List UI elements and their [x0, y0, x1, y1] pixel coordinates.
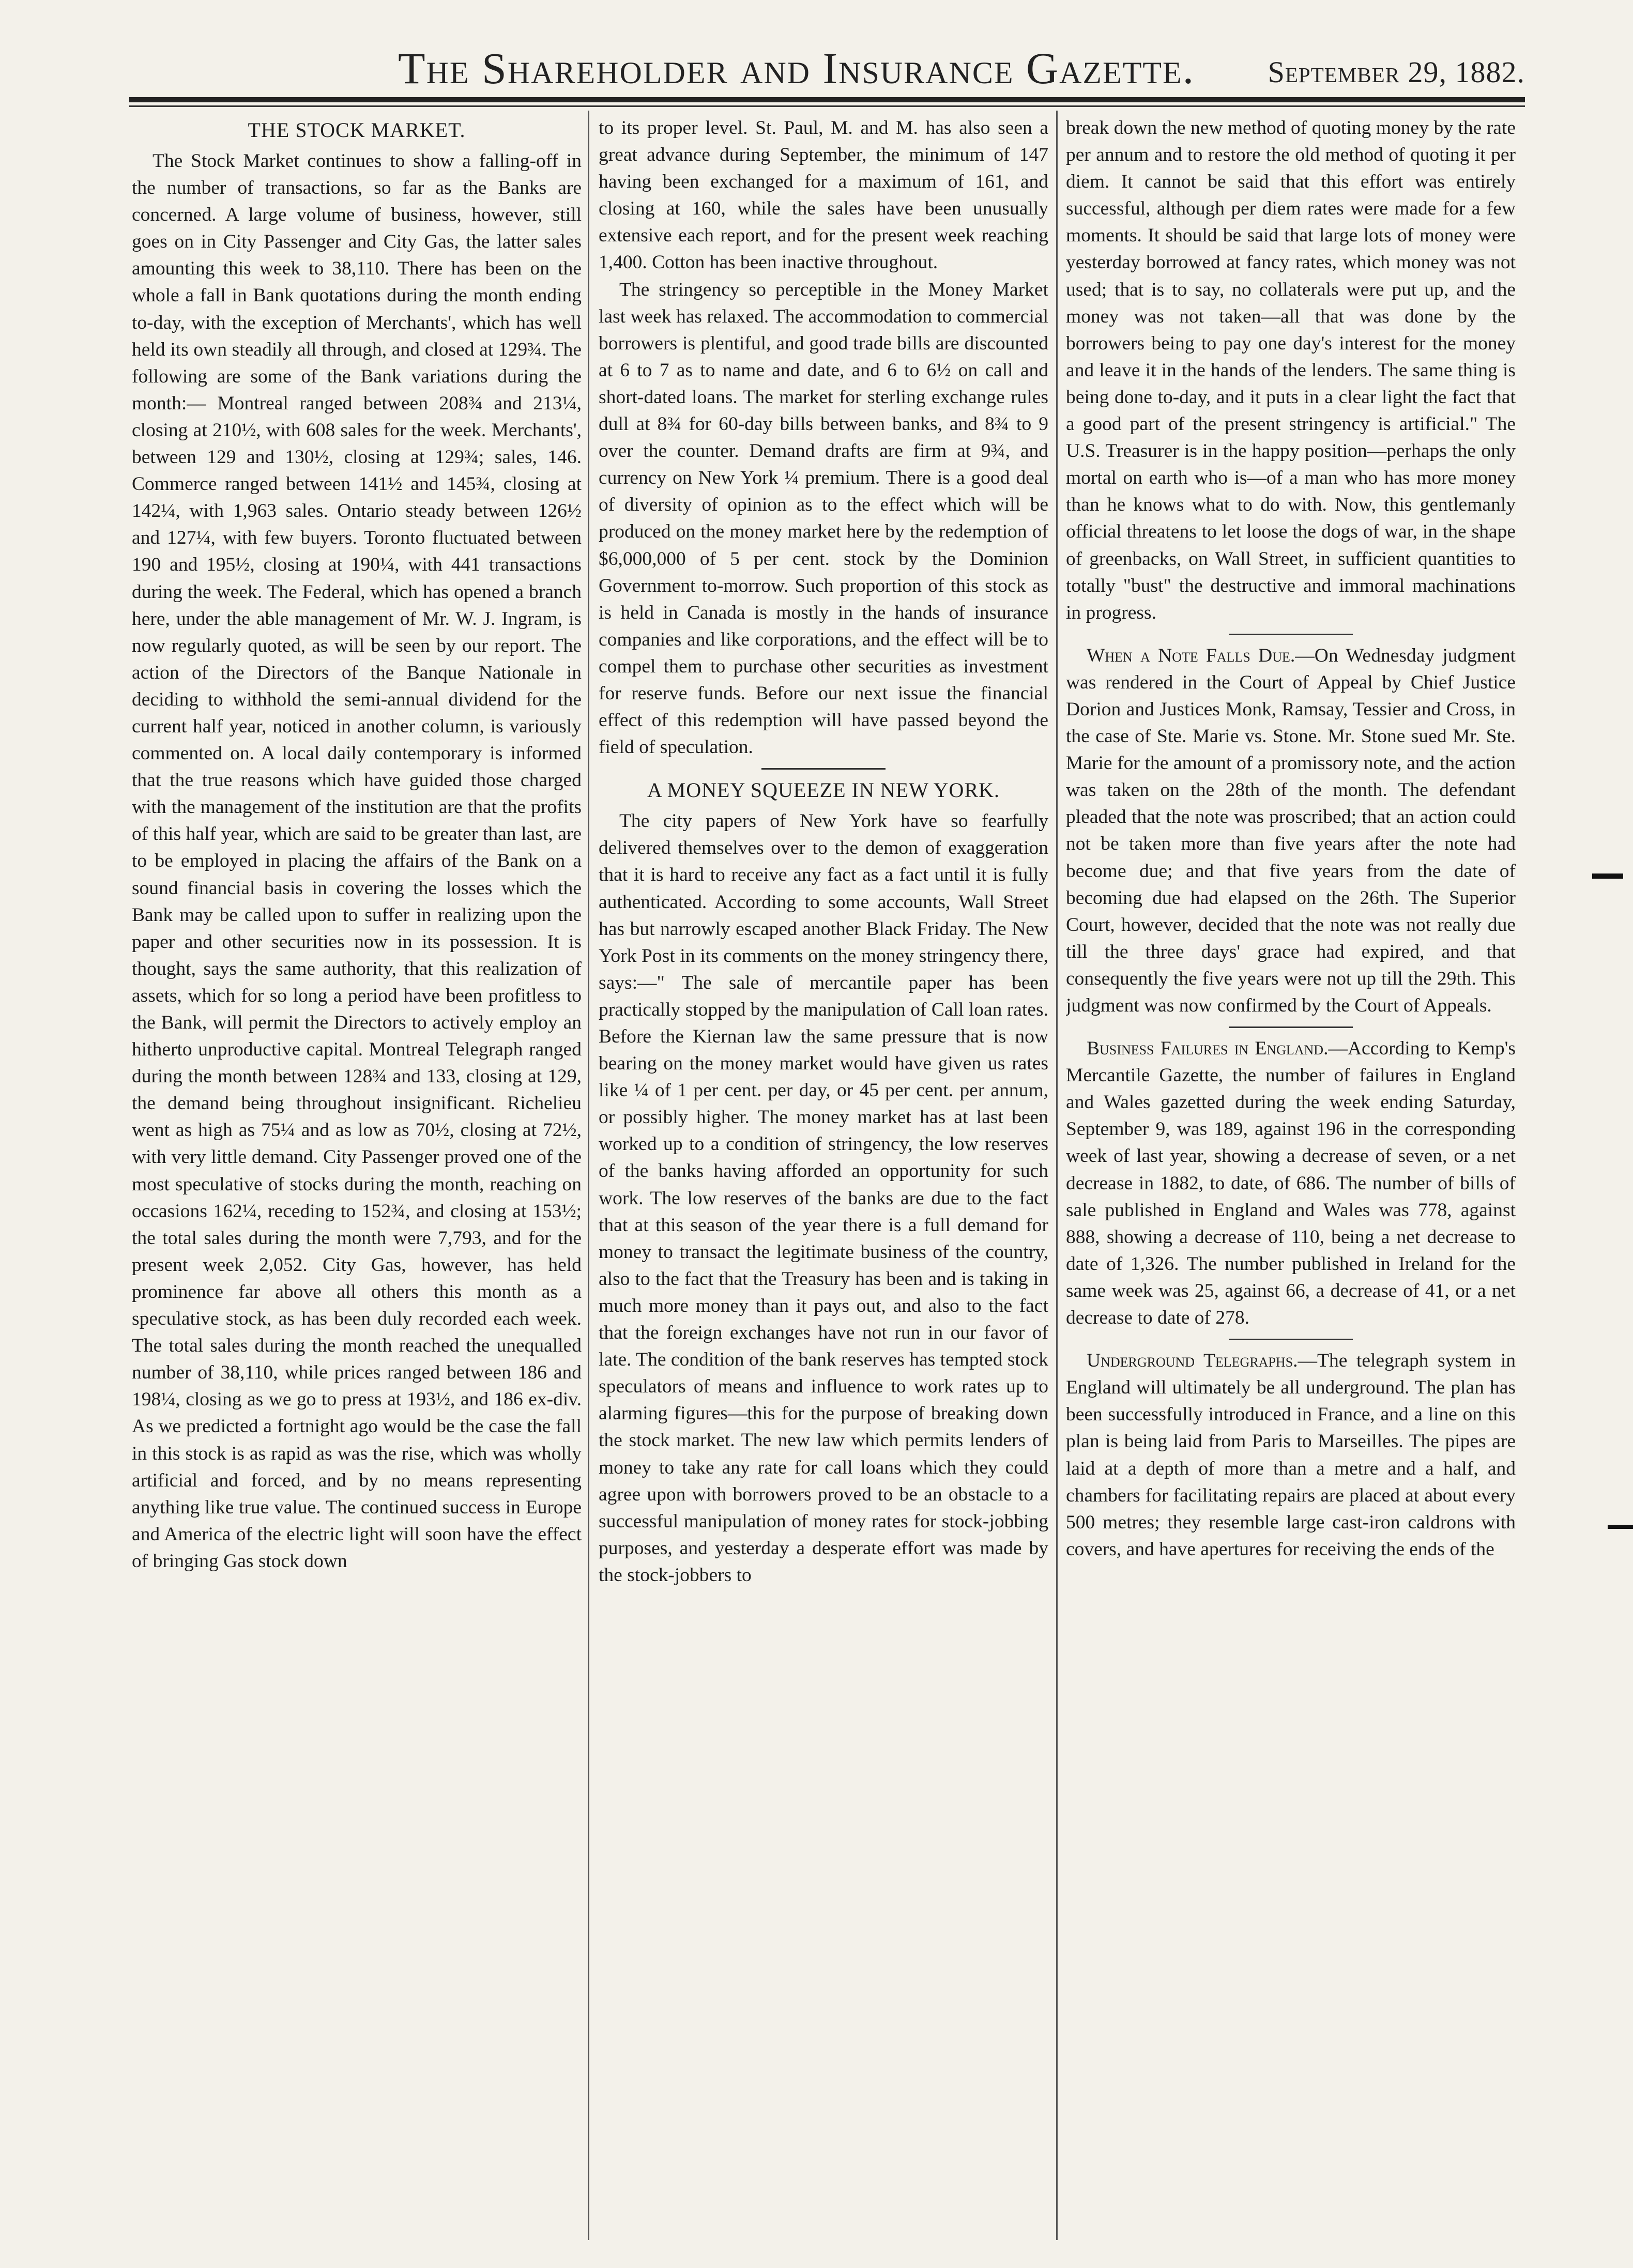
money-market-text: The stringency so perceptible in the Money Market last week has relaxed. The accommodation to commercial borrowers is plentiful, and good trade bills are discounted at 6 to 7 as to name and date, and 6 to 6½ on call and short-dated loans. The market for sterling exchange rules dull at 8¾ for 60-day bills between banks, and 8¾ to 9 over the counter. Demand drafts are firm at 9¾, and currency on New York ¼ premium. There is a good deal of diversity of opinion as to the effect which will be produced on the money market here by the redemption of $6,000,000 of 5 per cent. stock by the Dominion Government to-morrow. Such proportion of this stock as is held in Canada is mostly in the hands of insurance companies and like corporations, and the effect will be to compel them to purchase other securities as investment for reserve funds. Before our next issue the financial effect of this redemption will have passed beyond the field of speculation. [599, 279, 1048, 758]
note-falls-due-item [1066, 642, 1516, 1019]
note-falls-due-text: —On Wednesday judgment was rendered in the Court of Appeal by Chief Justice Dorion and Justices Monk, Ramsay, Tessier and Cross, in the case of Ste. Marie vs. Stone. Mr. Stone sued Mr. Ste. Marie for the amount of a promissory note, and the action was taken on the 28th of the month. The defendant pleaded that the note was proscribed; that an action could not be taken more than five years after the note had become due; and that five years from the date of becoming due had elapsed on the 26th. The Superior Court, however, decided that the note was not really due till the three days' grace had expired, and that consequently the five years were not up till the 29th. This judgment was now confirmed by the Court of Appeals. [1066, 645, 1516, 1016]
scan-mark [1592, 874, 1623, 879]
money-squeeze-heading: A MONEY SQUEEZE IN NEW YORK. [647, 778, 1000, 802]
note-falls-due-lead: When a Note Falls Due. [1087, 645, 1295, 666]
money-squeeze-continued-text: break down the new method of quoting money by the rate per annum and to restore the old method of quoting it per diem. It cannot be said that this effort was entirely successful, although per diem rates were made for a few moments. It should be said that large lots of money were yesterday borrowed at fancy rates, which money was not used; that is to say, no collaterals were put up, and the money was not taken—all that was done by the borrowers being to pay one day's interest for the money and leave it in the hands of the lenders. The same thing is being done to-day, and it puts in a clear light the fact that a good part of the present stringency is artificial." The U.S. Treasurer is in the happy position—perhaps the only mortal on earth who is—of a man who has more money than he knows what to do with. Now, this gentlemanly official threatens to let loose the dogs of war, in the shape of greenbacks, on Wall Street, in sufficient quantities to totally "bust" the destructive and immoral machinations in progress. [1066, 117, 1516, 623]
stock-market-text: The Stock Market continues to show a falling-off in the number of transactions, so far as the Banks are concerned. A large volume of business, however, still goes on in City Passenger and City Gas, the latter sales amounting this week to 38,110. There has been on the whole a fall in Bank quotations during the month ending to-day, with the exception of Merchants', which has well held its own steadily all through, and closed at 129¾. The following are some of the Bank variations during the month:— Montreal ranged between 208¾ and 213¼, closing at 210½, with 608 sales for the week. Merchants', between 129 and 130½, closing at 129¾; sales, 146. Commerce ranged between 141½ and 145¾, closing at 142¼, with 1,963 sales. Ontario steady between 126½ and 127¼, with few buyers. Toronto fluctuated between 190 and 195½, closing at 190¼, with 441 transactions during the week. The Federal, which has opened a branch here, under the able management of Mr. W. J. Ingram, is now regularly quoted, as will be seen by our report. The action of the Directors of the Banque Nationale in deciding to withhold the semi-annual dividend for the current half year, noticed in another column, is variously commented on. A local daily contemporary is informed that the true reasons which have guided those charged with the management of the institution are that the profits of this half year, which are said to be greater than last, are to be employed in placing the affairs of the Bank on a sound financial basis in covering the losses which the Bank may be called upon to suffer in realizing upon the paper and other securities now in its possession. It is thought, says the same authority, that this realization of assets, which for so long a period have been profitless to the Bank, will permit the Directors to actively employ an hitherto unproductive capital. Montreal Telegraph ranged during the month between 128¾ and 133, closing at 129, the demand being throughout insignificant. Richelieu went as high as 75¼ and as low as 70½, closing at 72½, with very little demand. City Passenger proved one of the most speculative of stocks during the month, reaching on occasions 162¼, receding to 152¾, and closing at 153½; the total sales during the month were 7,793, and for the present week 2,052. City Gas, however, has held prominence far above all others this month as a speculative stock, as has been duly recorded each week. The total sales during the month reached the unequalled number of 38,110, while prices ranged between 186 and 198¼, closing as we go to press at 193½, and 186 ex-div. As we predicted a fortnight ago would be the case the fall in this stock is as rapid as was the rise, which was wholly artificial and forced, and by no means representing anything like true value. The continued success in Europe and America of the electric light will soon have the effect of bringing Gas stock down [132, 150, 582, 1572]
issue-date: September 29, 1882. [1268, 55, 1525, 89]
stock-market-continued-text: to its proper level. St. Paul, M. and M. has also seen a great advance during September, the minimum of 147 having been exchanged for a maximum of 161, and closing at 160, while the sales have been unusually extensive each report, and for the present week reaching 1,400. Cotton has been inactive throughout. [599, 117, 1048, 273]
column-3 [1066, 115, 1516, 2239]
stock-market-heading: THE STOCK MARKET. [248, 118, 466, 142]
column-2 [599, 115, 1048, 2239]
column-divider [1056, 111, 1058, 2240]
business-failures-text: —According to Kemp's Mercantile Gazette, the number of failures in England and Wales gazetted during the week ending Saturday, September 9, was 189, against 196 in the corresponding week of last year, showing a decrease of seven, or a net decrease in 1882, to date, of 686. The number of bills of sale published in England and Wales was 778, against 888, showing a decrease of 110, being a net decrease to date of 1,326. The number published in Ireland for the same week was 25, against 66, a decrease of 41, or a net decrease to date of 278. [1066, 1038, 1516, 1329]
section-separator [1229, 1339, 1353, 1340]
header-rule-thick [129, 97, 1525, 102]
header-rule-thin [129, 105, 1525, 107]
column-1 [132, 115, 582, 2239]
section-separator [1229, 1026, 1353, 1028]
money-squeeze-text: The city papers of New York have so fearfully delivered themselves over to the demon of exaggeration that it is hard to receive any fact as a fact until it is fully authenticated. According to some accounts, Wall Street has but narrowly escaped another Black Friday. The New York Post in its comments on the money stringency there, says:—" The sale of mercantile paper has been practically stopped by the manipulation of Call loan rates. Before the Kiernan law the same pressure that is now bearing on the money market would have given us rates like ¼ of 1 per cent. per day, or 45 per cent. per annum, or possibly higher. The money market has at last been worked up to a condition of stringency, the low reserves of the banks having afforded an opportunity for such work. The low reserves of the banks are due to the fact that at this season of the year there is a full demand for money to transact the legitimate business of the country, also to the fact that the Treasury has been and is taking in much more money than it pays out, and also to the fact that the foreign exchanges have not run in our favor of late. The condition of the bank reserves has tempted stock speculators of means and influence to work rates up to alarming figures—this for the purpose of breaking down the stock market. The new law which permits lenders of money to take any rate for call loans which they could agree upon with borrowers proved to be an obstacle to a successful manipulation of money rates for stock-jobbing purposes, and yesterday a desperate effort was made by the stock-jobbers to [599, 810, 1048, 1586]
underground-telegraphs-lead: Underground Telegraphs. [1087, 1350, 1298, 1372]
section-separator [1229, 634, 1353, 635]
business-failures-item [1066, 1035, 1516, 1331]
column-divider [588, 111, 589, 2240]
scan-mark [1608, 1525, 1633, 1529]
business-failures-lead: Business Failures in England. [1087, 1038, 1329, 1060]
section-separator [761, 768, 886, 770]
underground-telegraphs-text: —The telegraph system in England will ultimately be all underground. The plan has been successfully introduced in France, and a line on this plan is being laid from Paris to Marseilles. The pipes are laid at a depth of more than a metre and a half, and chambers for facilitating repairs are placed at about every 500 metres; they resemble large cast-iron caldrons with covers, and have apertures for receiving the ends of the [1066, 1350, 1516, 1560]
underground-telegraphs-item [1066, 1347, 1516, 1563]
masthead: The Shareholder and Insurance Gazette. [398, 43, 1195, 93]
page-header [129, 32, 1525, 94]
